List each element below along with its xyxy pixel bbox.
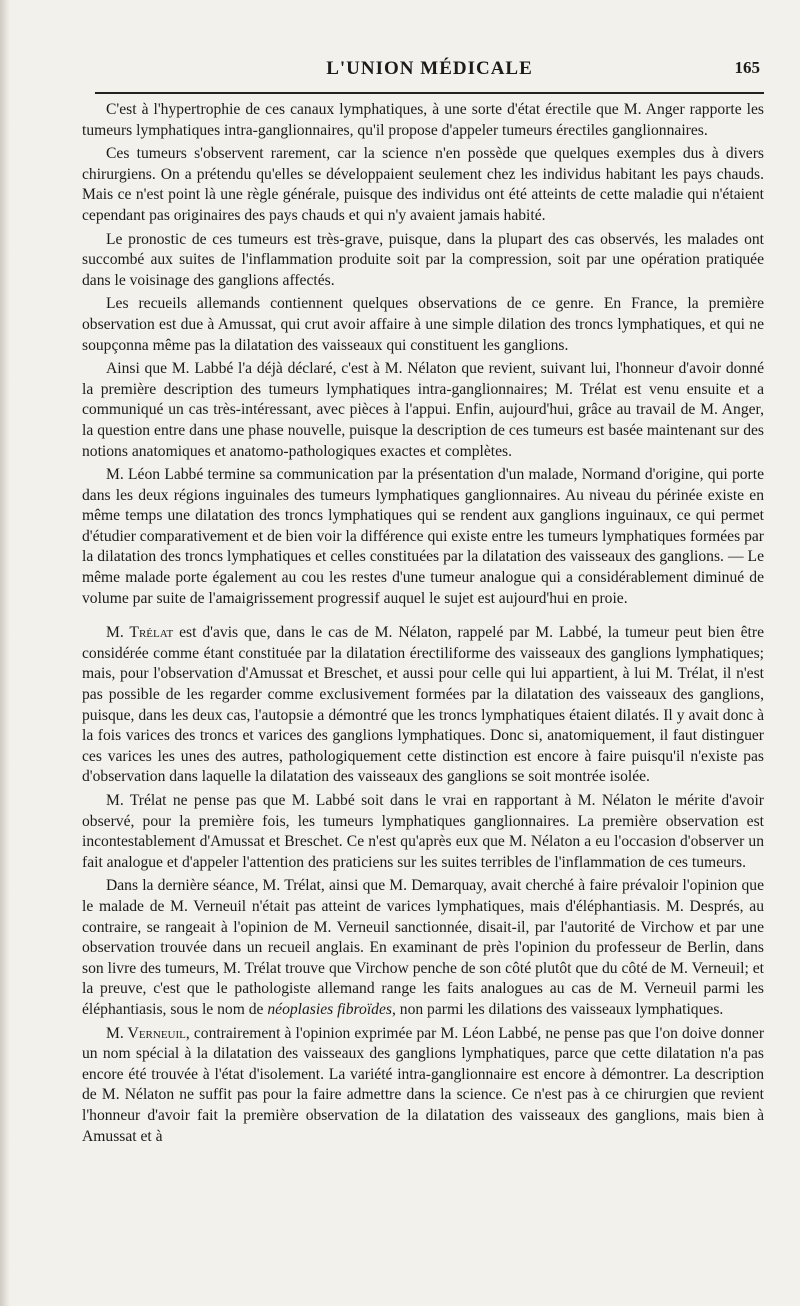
- paragraph: M. Trélat ne pense pas que M. Labbé soit dans le vrai en rapportant à M. Nélaton le mérite d'avoir observé, pour la première fois, les tumeurs lymphatiques ganglionnaires. La première observation est incontestablement d'Amussat et Breschet. Ce n'est qu'après eux que M. Nélaton a eu l'occasion d'observer un fait analogue et d'appeler l'attention des praticiens sur les suites terribles de l'inflammation de ces tumeurs.: [82, 792, 764, 871]
- page-header: [95, 58, 764, 88]
- article-body: [82, 100, 764, 1150]
- paragraph: Dans la dernière séance, M. Trélat, ainsi que M. Demarquay, avait cherché à faire prévaloir l'opinion que le malade de M. Verneuil n'était pas atteint de varices lymphatiques, mais d'éléphantiasis. M. Després, au contraire, se rangeait à l'opinion de M. Verneuil sanctionnée, disait-il, par l'autorité de Virchow et par une observation trouvée dans un recueil anglais. En examinant de près l'opinion du professeur de Berlin, dans son livre des tumeurs, M. Trélat trouve que Virchow penche de son côté plutôt que du côté de M. Verneuil; et la preuve, c'est que le pathologiste allemand range les faits analogues au cas de M. Verneuil parmi les éléphantiasis, sous le nom de néoplasies fibroïdes, non parmi les dilations des vaisseaux lymphatiques.: [82, 877, 764, 1018]
- speaker-name: M. Trélat: [106, 624, 174, 642]
- paragraph: M. Léon Labbé termine sa communication par la présentation d'un malade, Normand d'origine, qui porte dans les deux régions inguinales des tumeurs lymphatiques ganglionnaires. Au niveau du périnée existe en même temps une dilatation des troncs lymphatiques qui se rendent aux ganglions inguinaux, ce qui permet d'étudier comparativement et de bien voir la différence qui existe entre les tumeurs lymphatiques formées par la dilatation des troncs lymphatiques et celles constituées par la dilatation des vaisseaux des ganglions. — Le même malade porte également au cou les restes d'une tumeur analogue qui a considérablement diminué de volume par suite de l'amaigrissement progressif auquel le sujet est aujourd'hui en proie.: [82, 466, 764, 607]
- paragraph: Le pronostic de ces tumeurs est très-grave, puisque, dans la plupart des cas observés, les malades ont succombé aux suites de l'inflammation produite soit par la compression, soit par une opération pratiquée dans le voisinage des ganglions affectés.: [82, 230, 764, 289]
- paragraph: Ces tumeurs s'observent rarement, car la science n'en possède que quelques exemples dus à divers chirurgiens. On a prétendu qu'elles se développaient seulement chez les individus habitant les pays chauds. Mais ce n'est point là une règle générale, puisque des individus ont été atteints de cette maladie qui n'étaient cependant pas originaires des pays chauds et qui n'y avaient jamais habité.: [82, 145, 764, 224]
- header-rule: [95, 92, 764, 94]
- paragraph: Les recueils allemands contiennent quelques observations de ce genre. En France, la première observation est due à Amussat, qui crut avoir affaire à une simple dilation des troncs lymphatiques, et qui ne soupçonna même pas la dilatation des vaisseaux qui constituent les ganglions.: [82, 295, 764, 354]
- journal-title: L'UNION MÉDICALE: [326, 58, 533, 79]
- paragraph: M. Trélat est d'avis que, dans le cas de M. Nélaton, rappelé par M. Labbé, la tumeur peut bien être considérée comme étant constituée par la dilatation érectiliforme des vaisseaux des ganglions lymphatiques; mais, pour l'observation d'Amussat et Breschet, et aussi pour celle qui lui appartient, à lui M. Trélat, il n'est pas possible de les regarder comme exclusivement formées par la dilatation des vaisseaux des ganglions, puisque, dans les deux cas, l'autopsie a démontré que les troncs lymphatiques étaient dilatés. Il y avait donc à la fois varices des troncs et varices des ganglions lymphatiques. Donc si, anatomiquement, il faut distinguer ces varices les unes des autres, pathologiquement cette distinction est encore à faire puisqu'il n'existe pas d'observation dans laquelle la dilatation des vaisseaux des ganglions se soit montrée isolée.: [82, 624, 764, 786]
- paragraph: Ainsi que M. Labbé l'a déjà déclaré, c'est à M. Nélaton que revient, suivant lui, l'honneur d'avoir donné la première description des tumeurs lymphatiques intra-ganglionnaires; M. Trélat est venu ensuite et a communiqué un cas très-intéressant, avec pièces à l'appui. Enfin, aujourd'hui, grâce au travail de M. Anger, la question entre dans une phase nouvelle, puisque la description de ces tumeurs est basée maintenant sur des notions anatomiques et anatomo-pathologiques exactes et complètes.: [82, 360, 764, 460]
- page-number: 165: [734, 58, 760, 77]
- speaker-name: M. Verneuil: [106, 1024, 186, 1042]
- paragraph: M. Verneuil, contrairement à l'opinion exprimée par M. Léon Labbé, ne pense pas que l'on doive donner un nom spécial à la dilatation des vaisseaux des ganglions lymphatiques, parce que cette dilatation n'a pas encore été trouvée à l'état d'isolement. La variété intra-ganglionnaire est encore à démontrer. La description de M. Nélaton ne suffit pas pour la faire admettre dans la science. Ce n'est pas à ce chirurgien que revient l'honneur d'avoir fait la première observation de la dilatation des vaisseaux des ganglions, mais bien à Amussat et à: [82, 1024, 765, 1145]
- paragraph: C'est à l'hypertrophie de ces canaux lymphatiques, à une sorte d'état érectile que M. Anger rapporte les tumeurs lymphatiques intra-ganglionnaires, qu'il propose d'appeler tumeurs érectiles ganglionnaires.: [82, 101, 764, 139]
- italic-term: néoplasies fibroïdes: [267, 1000, 392, 1018]
